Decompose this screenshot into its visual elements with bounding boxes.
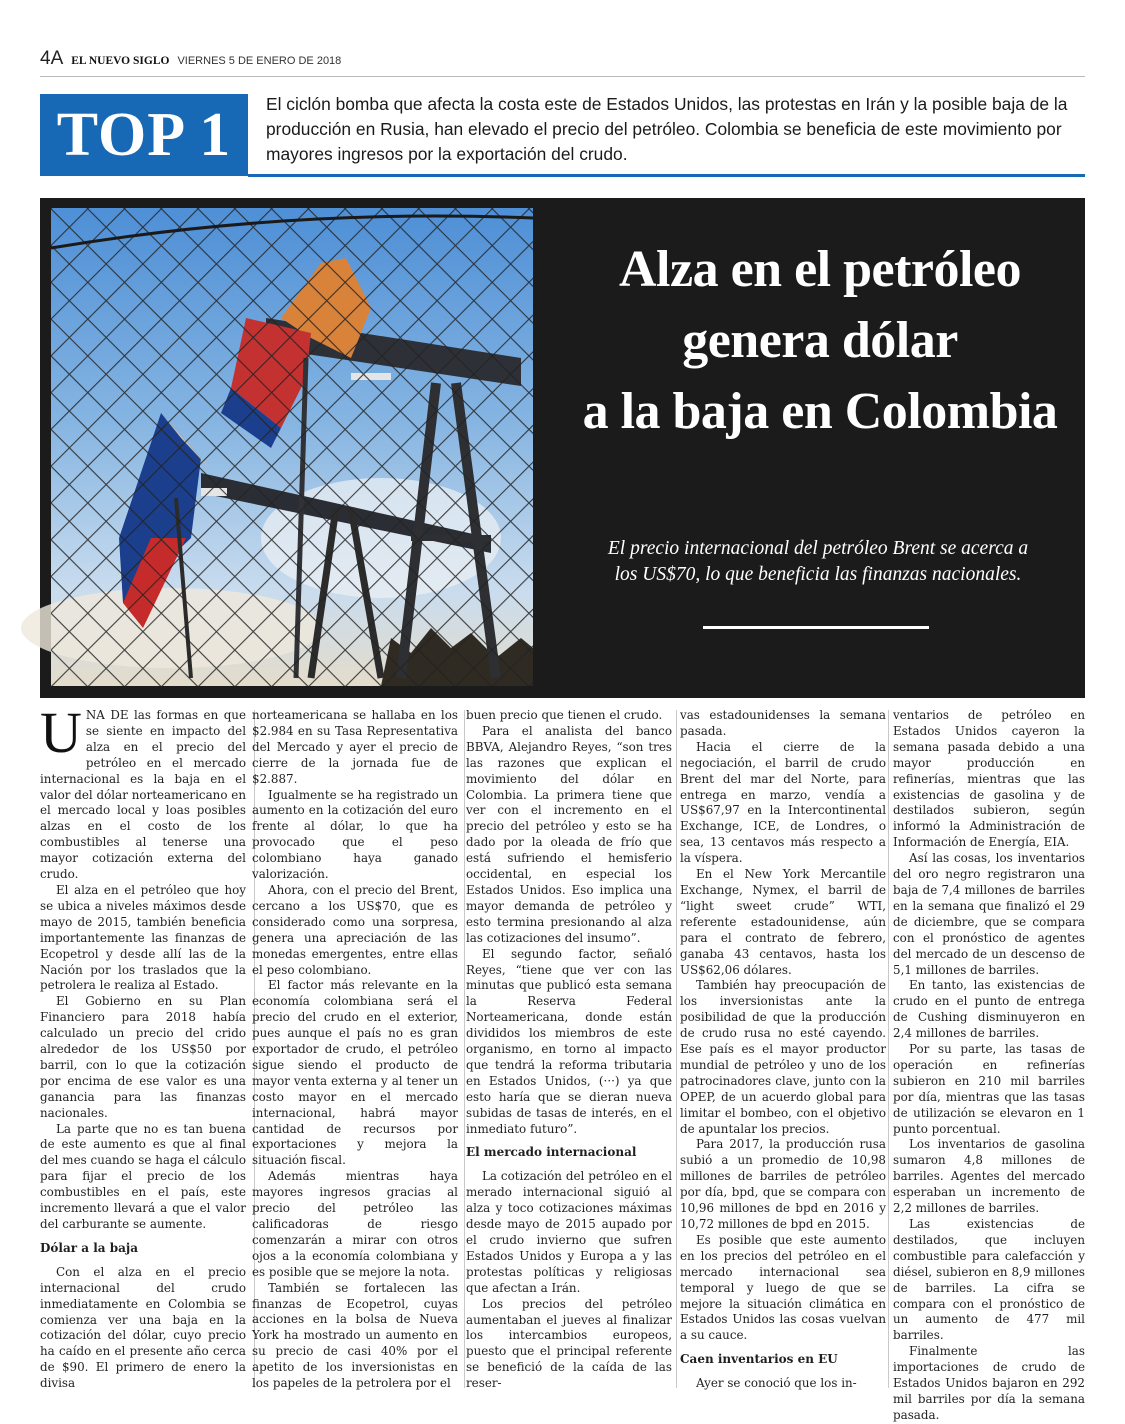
paragraph: Así las cosas, los inventarios del oro negro registraron una baja de 7,4 millones de barriles en la semana que finalizó el 29 de diciembre, que se compara con el pronóstico de agentes del mercado de un descenso de 5,1 millones de barriles.	[893, 851, 1085, 977]
subheadline-rule	[703, 626, 929, 629]
drop-cap: U	[40, 700, 82, 765]
article-body	[40, 700, 1085, 1422]
headline-line-1: Alza en el petróleo	[618, 241, 1022, 298]
pumpjack-illustration	[51, 208, 533, 686]
paragraph: Por su parte, las tasas de operación en refinerías subieron en 210 mil barriles por día, mientras que las tasas de utilización se elevaron en 1 punto porcentual.	[893, 1042, 1085, 1136]
column-divider	[676, 710, 677, 1388]
column-divider	[464, 710, 465, 1388]
paragraph: vas estadounidenses la semana pasada.	[680, 708, 886, 738]
oil-pumpjack-photo	[51, 208, 533, 686]
paragraph: Ahora, con el precio del Brent, cercano a los US$70, que es considerado como una sorpresa, genera una apreciación de las monedas emergentes, entre ellas el peso colombiano.	[252, 882, 458, 977]
newspaper-name: EL NUEVO SIGLO	[71, 55, 170, 67]
issue-date: VIERNES 5 DE ENERO DE 2018	[177, 55, 342, 67]
paragraph: En el New York Mercantile Exchange, Nymex, el barril de “light sweet crude” WTI, referente estadounidense, aún para el contrato de febrero, ganaba 43 centavos, hasta los US$62,06 dólares.	[680, 867, 886, 977]
paragraph: Ayer se conoció que los in-	[696, 1376, 857, 1391]
paragraph: Hacia el cierre de la negociación, el barril de crudo Brent del mar del Norte, para entrega en marzo, vendía a US$67,97 en la Intercontinental Exchange, ICE, de Londres, o sea, 13 centavos más respecto a la víspera.	[680, 739, 886, 866]
hero-panel	[40, 198, 1085, 698]
paragraph: También se fortalecen las finanzas de Ecopetrol, cuyas acciones en la bolsa de Nueva York ha mostrado un aumento en su precio de casi 40% por el apetito de los inversionistas en los papeles de la petrolera por el	[252, 1280, 458, 1391]
subheading-dolar: Dólar a la baja	[40, 1240, 138, 1255]
paragraph: El Gobierno en su Plan Financiero para 2018 había calculado un precio del crido alrededor de los US$50 por barril, con lo que la cotización por encima de ese valor es una ganancia para las finanzas nacionales.	[40, 994, 246, 1120]
article-column-1	[40, 700, 246, 1398]
article-column-2	[252, 708, 458, 1398]
subheading-inventarios: Caen inventarios en EU	[680, 1352, 838, 1367]
paragraph: El factor más relevante en la economía colombiana será el precio del crudo en el exterior, pues aunque el país no es gran exportador de crudo, el petróleo sigue siendo el producto de mayor venta externa y al tener un costo mayor en el mercado internacional, habrá mayor cantidad de recursos por exportaciones y mejora la situación fiscal.	[252, 978, 458, 1168]
paragraph: norteamericana se hallaba en los $2.984 en su Tasa Representativa del Mercado y ayer el precio de cierre de la jornada fue de $2.887.	[252, 708, 458, 786]
paragraph: Igualmente se ha registrado un aumento en la cotización del euro frente al dólar, lo que ha provocado que el peso colombiano haya ganado valorización.	[252, 787, 458, 882]
article-column-5	[893, 708, 1085, 1422]
paragraph: El segundo factor, señaló Reyes, “tiene que ver con las minutas que publicó esta semana la Reserva Federal Norteamericana, donde están divididos los miembros de este organismo, en torno al impacto que tendrá la reforma tributaria en Estados Unidos, (···) ya que esto haría que se dieran nueva subidas de tasas de interés, en el inmediato futuro”.	[466, 946, 672, 1136]
top-summary: El ciclón bomba que afecta la costa este de Estados Unidos, las protestas en Irán y la posible baja de la producción en Rusia, han elevado el precio del petróleo. Colombia se beneficia de este movimiento por mayores ingresos por la exportación del crudo.	[266, 94, 1068, 164]
page-header	[40, 48, 1085, 77]
headline-line-3: a la baja en Colombia	[582, 383, 1058, 440]
paragraph: Además mientras haya mayores ingresos gracias al precio del petróleo las calificadoras de riesgo comenzarán a mirar con otros ojos a la economía colombiana y es posible que se mejore la nota.	[252, 1169, 458, 1279]
paragraph	[40, 700, 246, 883]
article-column-4	[680, 708, 886, 1398]
top-underline	[248, 174, 1085, 177]
paragraph: También hay preocupación de los inversionistas ante la posibilidad de que la producción de crudo rusa no esté cayendo. Ese país es el mayor productor mundial de petróleo y uno de los patrocinadores clave, junto con la OPEP, de un acuerdo global para limitar el bombeo, con el objetivo de apuntalar los precios.	[680, 978, 886, 1136]
headline-line-2: genera dólar	[682, 312, 958, 369]
paragraph: En tanto, las existencias de crudo en el punto de entrega de Cushing disminuyeron en 2,4 millones de barriles.	[893, 978, 1085, 1041]
paragraph: Finalmente las importaciones de crudo de Estados Unidos bajaron en 292 mil barriles por día la semana pasada.	[893, 1344, 1085, 1422]
top-label: TOP 1	[40, 94, 248, 176]
lead-text: NA DE las formas en que se siente en impacto del alza en el precio del petróleo en el mercado internacional es la baja en el valor del dólar norteamericano en el mercado local y loas posibles alzas en el costo de los combustibles al tenerse una mayor cotización externa del crudo.	[40, 708, 246, 882]
paragraph: La cotización del petróleo en el merado internacional siguió al alza y toco cotizaciones máximas desde mayo de 2015 aupado por el crudo invierno que sufren Estados Unidos y Europa a y las protestas políticas y religiosas que afectan a Irán.	[466, 1169, 672, 1295]
column-divider	[888, 710, 889, 1388]
paragraph: buen precio que tienen el crudo.	[466, 708, 663, 722]
paragraph: Los precios del petróleo aumentaban el jueves al finalizar los intercambios europeos, puesto que el principal referente se benefició de la caída de las reser-	[466, 1296, 672, 1391]
paragraph: ventarios de petróleo en Estados Unidos cayeron la semana pasada debido a una mayor producción en refinerías, mientras que las existencias de gasolina y de destilados subieron, según informó la Administración de Información de Energía, EIA.	[893, 708, 1085, 850]
subheading-mercado: El mercado internacional	[466, 1145, 637, 1160]
page-number: 4A	[40, 48, 64, 69]
paragraph: Los inventarios de gasolina sumaron 4,8 millones de barriles. Agentes del mercado esperaban un incremento de 2,2 millones de barriles.	[893, 1137, 1085, 1216]
article-column-3	[466, 708, 672, 1398]
subheadline: El precio internacional del petróleo Brent se acerca a los US$70, lo que beneficia las finanzas nacionales.	[607, 538, 1029, 585]
paragraph: La parte que no es tan buena de este aumento es que al final del mes cuando se haga el cálculo para fijar el precio de los combustibles en el país, este incremento llevará a que el valor del carburante se aumente.	[40, 1121, 246, 1231]
paragraph: Es posible que este aumento en los precios del petróleo en el mercado internacional sea temporal y luego de que se mejore la situación climática en Estados Unidos las cosas vuelvan a su cauce.	[680, 1232, 886, 1343]
paragraph: Las existencias de destilados, que incluyen combustible para calefacción y diésel, subieron en 8,9 millones de barriles. La cifra se compara con el pronóstico de un aumento de 477 mil barriles.	[893, 1217, 1085, 1343]
paragraph: Para el analista del banco BBVA, Alejandro Reyes, “son tres las razones que explican el movimiento del dólar en Colombia. La primera tiene que ver con el incremento en el precio del petróleo y esto se ha dado por la oleada de frío que está sufriendo el hemisferio occidental, en especial los Estados Unidos. Eso implica una mayor demanda de petróleo y esto termina presionando al alza las cotizaciones del insumo”.	[466, 723, 672, 945]
paragraph: Con el alza en el precio internacional del crudo inmediatamente en Colombia se comienza ver una baja en la cotización del dólar, cuyo precio ha caído en el presente año cerca de $90. El primero de enero la divisa	[40, 1264, 246, 1391]
paragraph: El alza en el petróleo que hoy se ubica a niveles máximos desde mayo de 2015, también beneficia importantemente las finanzas de Ecopetrol y desde allí las de la Nación por los traslados que la petrolera le realiza al Estado.	[40, 882, 246, 993]
headline	[560, 234, 1080, 447]
paragraph: Para 2017, la producción rusa subió a un promedio de 10,98 millones de barriles de petróleo por día, bpd, que se compara con 10,96 millones de bpd en 2016 y 10,72 millones de bpd en 2015.	[680, 1137, 886, 1231]
